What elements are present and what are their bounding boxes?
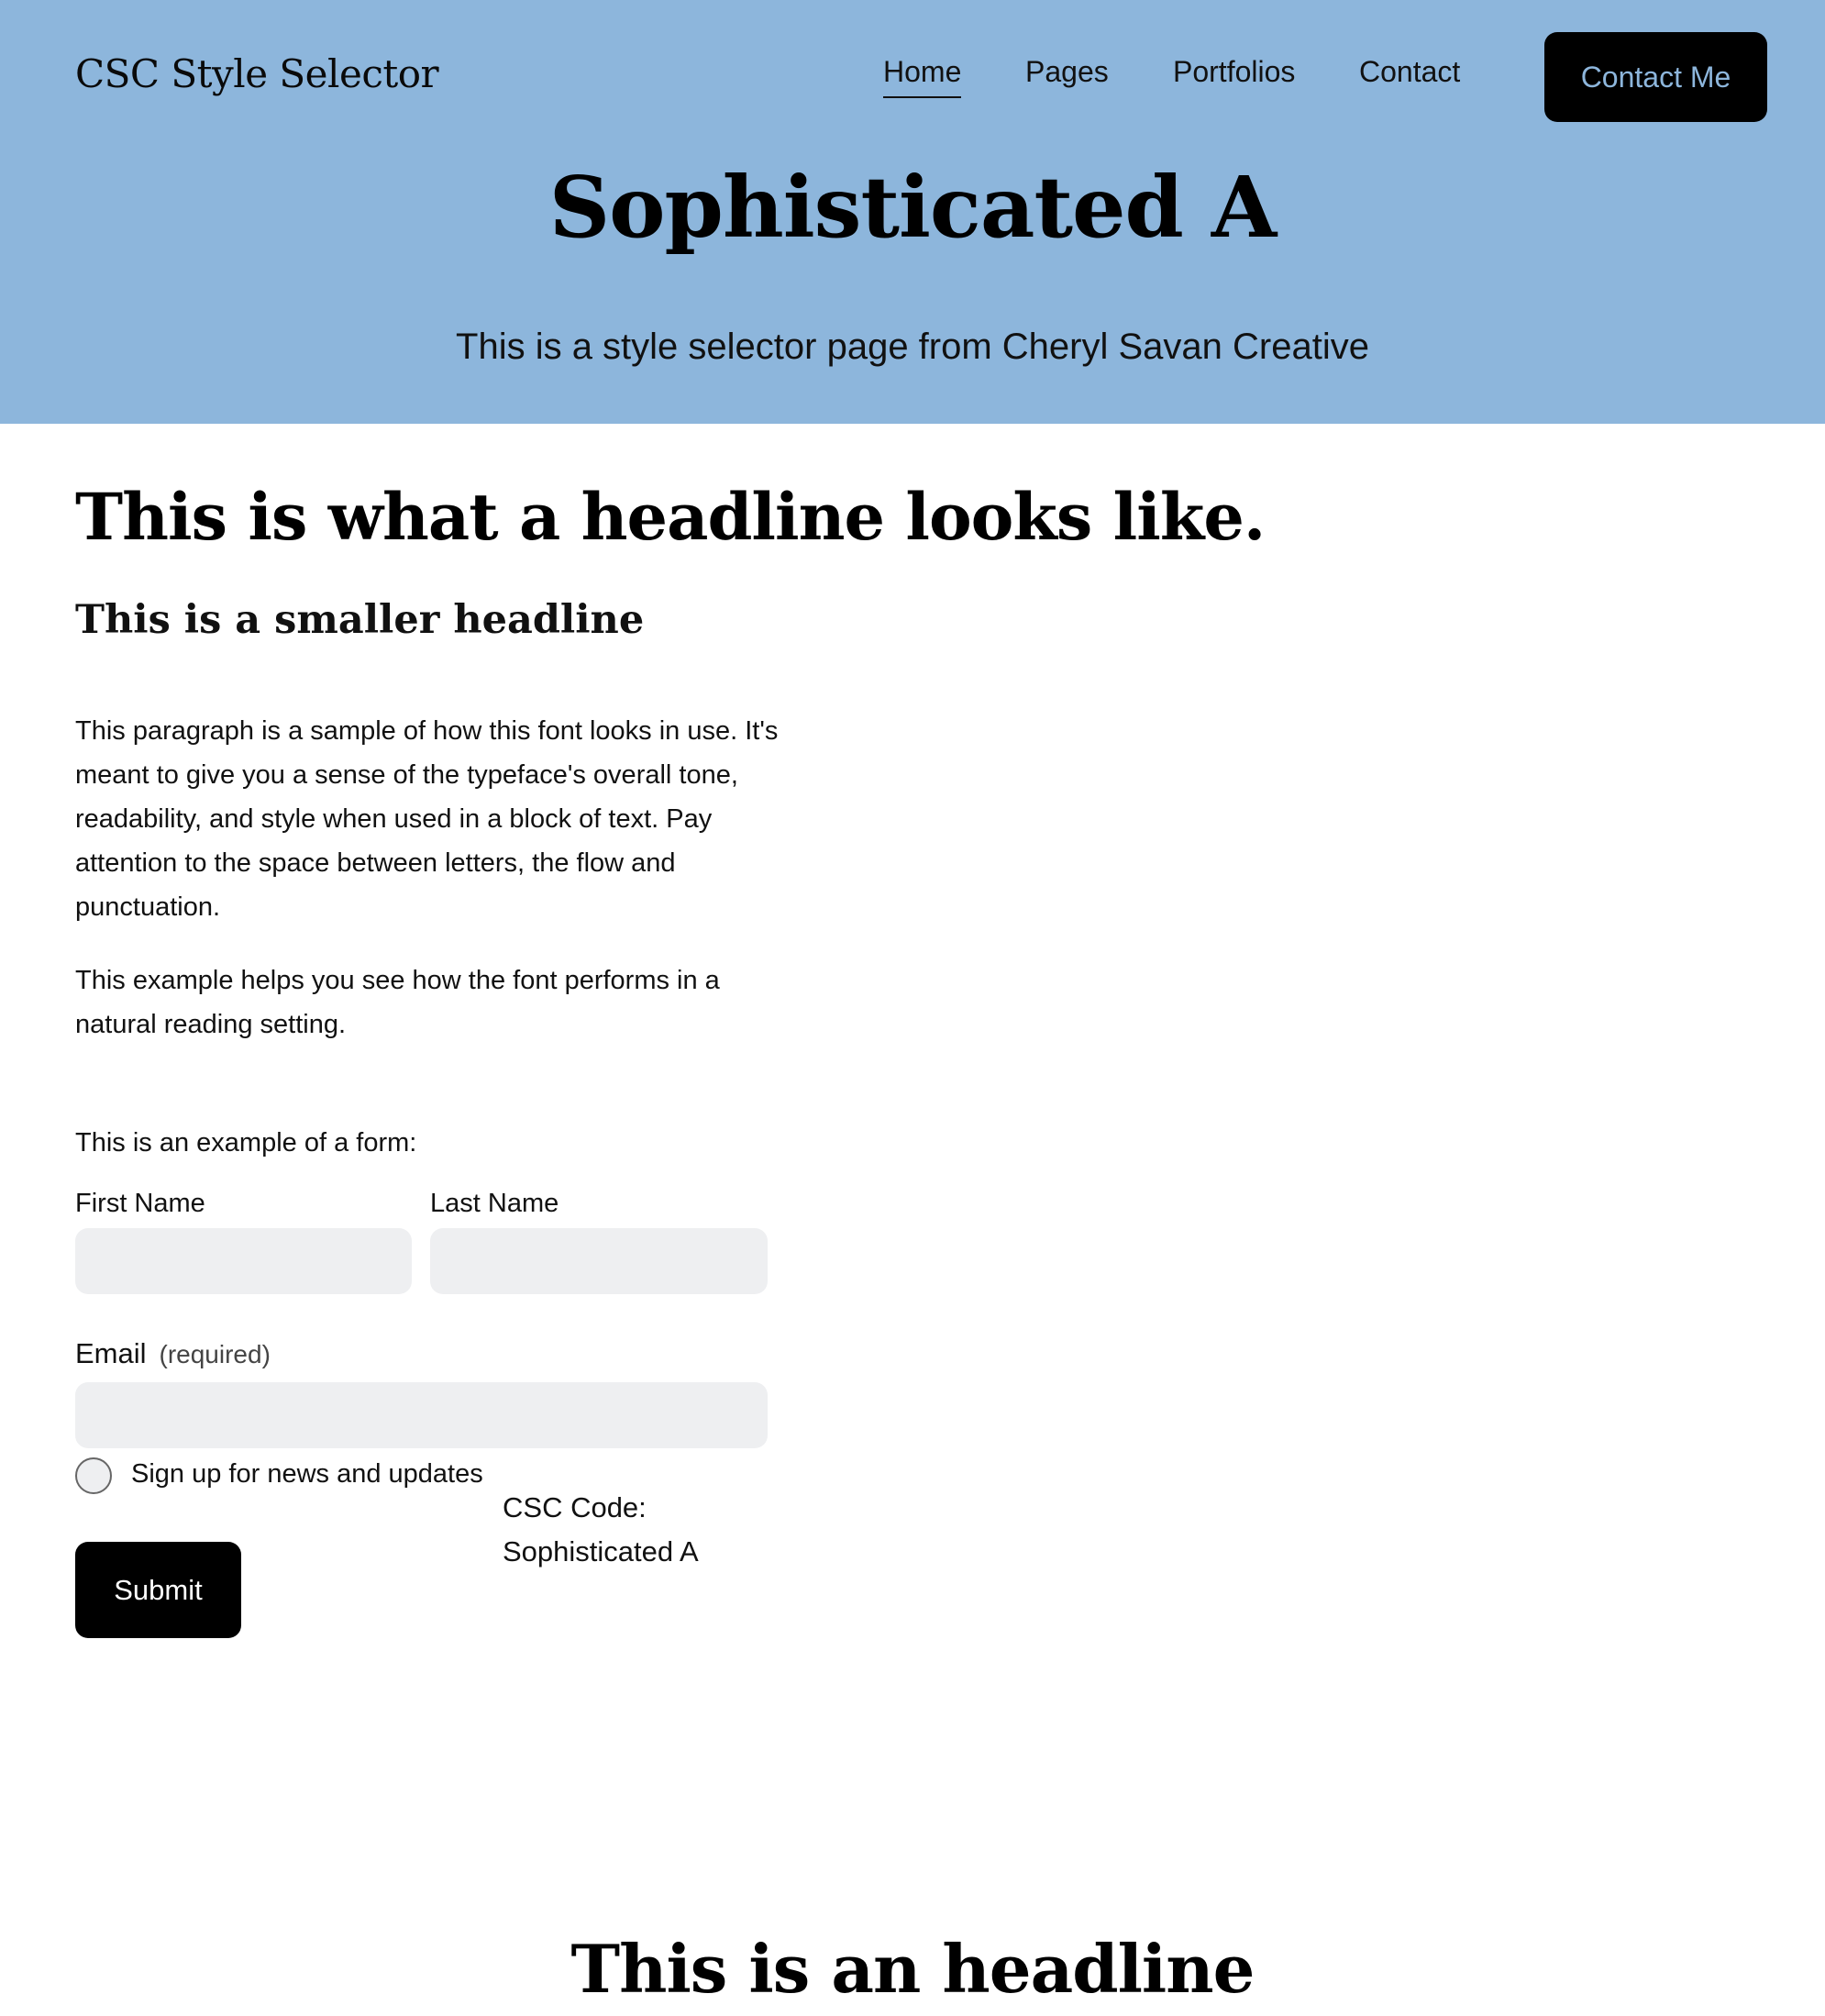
hero-banner	[0, 0, 1825, 424]
first-name-input[interactable]	[75, 1228, 412, 1294]
bottom-headline: This is an headline	[570, 1930, 1255, 2008]
nav-home-label: Home	[883, 55, 962, 88]
headline: This is what a headline looks like.	[75, 479, 1266, 555]
submit-button[interactable]: Submit	[75, 1542, 241, 1638]
nav-active-underline	[883, 96, 961, 98]
hero-title: Sophisticated A	[548, 158, 1277, 257]
first-name-label: First Name	[75, 1189, 205, 1218]
newsletter-label[interactable]: Sign up for news and updates	[131, 1459, 483, 1489]
hero-subtitle: This is a style selector page from Cheryl Savan Creative	[456, 327, 1369, 367]
sample-paragraph-1: This paragraph is a sample of how this font looks in use. It's meant to give you a sense of the typeface's overall tone, readability, and style when used in a block of text. Pay attention to the space between letters, the flow and punctuation.	[75, 716, 779, 922]
csc-code	[503, 1486, 699, 1574]
last-name-input[interactable]	[430, 1228, 768, 1294]
nav-contact[interactable]: Contact	[1359, 55, 1461, 88]
email-label-text: Email	[75, 1337, 147, 1369]
sample-paragraph-2: This example helps you see how the font performs in a natural reading setting.	[75, 966, 720, 1039]
smaller-headline: This is a smaller headline	[75, 597, 645, 643]
csc-code-label: CSC Code:	[503, 1491, 647, 1523]
email-label	[75, 1337, 271, 1370]
form-intro: This is an example of a form:	[75, 1128, 417, 1158]
required-marker: (required)	[159, 1340, 271, 1368]
newsletter-checkbox[interactable]	[75, 1457, 112, 1494]
csc-code-value: Sophisticated A	[503, 1535, 699, 1567]
nav-home[interactable]	[883, 55, 961, 89]
contact-me-button[interactable]: Contact Me	[1544, 32, 1767, 122]
nav-portfolios[interactable]: Portfolios	[1173, 55, 1296, 88]
site-title[interactable]: CSC Style Selector	[75, 51, 439, 96]
last-name-label: Last Name	[430, 1189, 559, 1218]
nav-pages[interactable]: Pages	[1025, 55, 1109, 88]
email-input[interactable]	[75, 1382, 768, 1448]
